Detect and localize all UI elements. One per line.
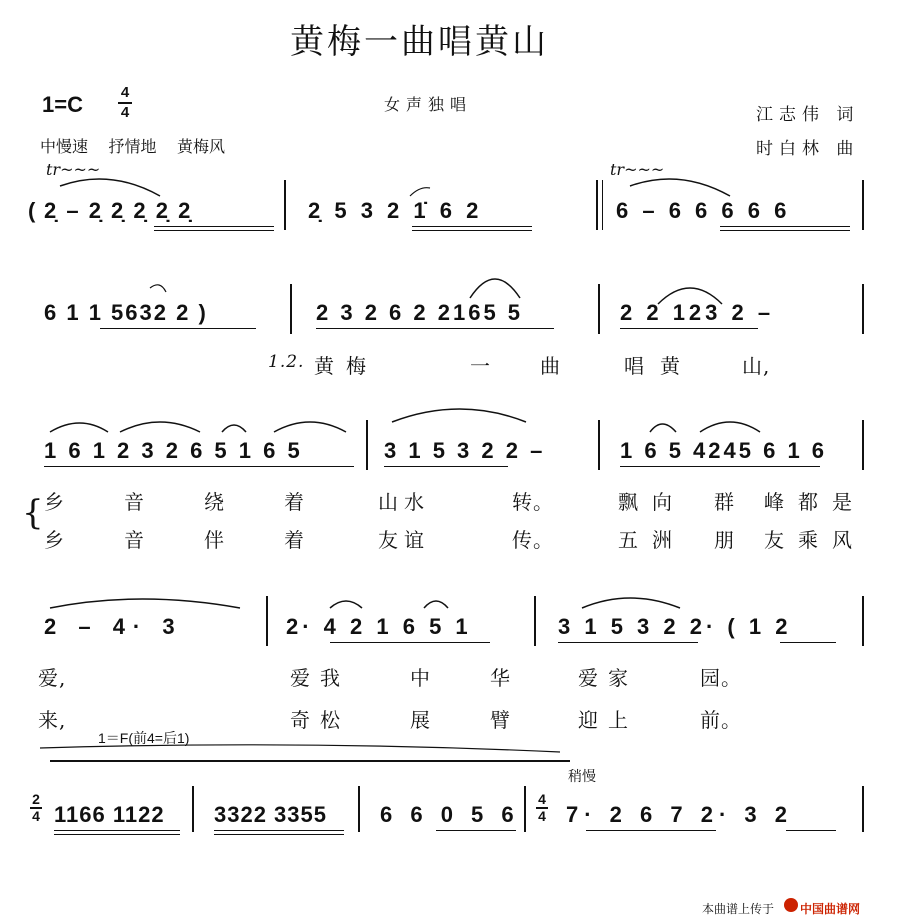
lyric: 绕	[204, 490, 225, 514]
measure-r4-2: 2· 4 2 1 6 5 1	[286, 614, 472, 639]
measure-r3-3: 1 6 5 4245 6 1 6	[620, 438, 828, 463]
measure-r5-2: 3322 3355	[214, 802, 327, 827]
measure-r2-3: 2 2 123 2 –	[620, 300, 775, 325]
section-rule	[50, 760, 570, 762]
lyric: 山水	[378, 490, 430, 514]
measure-r3-2: 3 1 5 3 2 2 –	[384, 438, 546, 463]
barline	[524, 786, 526, 832]
time-signature-4-4	[536, 792, 548, 824]
measure-r2-1: 6 1 1 5632 2 )	[44, 300, 208, 325]
performance-note: 女声独唱	[384, 95, 473, 114]
time-denominator: 4	[538, 808, 546, 824]
beam	[558, 642, 698, 643]
measure-r5-1: 1166 1122	[54, 802, 165, 827]
composer-credit: 时白林 曲	[756, 139, 860, 159]
lyric: 园。	[700, 666, 742, 690]
tempo-speed: 中慢速	[40, 139, 89, 156]
barline	[266, 596, 268, 646]
beam	[620, 328, 758, 329]
measure-r5-4: 7· 2 6 7 2· 3 2	[566, 802, 793, 827]
time-denominator: 4	[32, 808, 40, 824]
barline	[598, 420, 600, 470]
lyric: 唱	[624, 354, 645, 378]
footer-text: 本曲谱上传于	[702, 902, 775, 916]
measure-r1-1: 2̣ – 2̣ 2̣ 2̣ 2̣ 2̣	[44, 198, 193, 223]
lyric: 音	[124, 490, 145, 514]
beam	[384, 466, 508, 467]
verse-number: 1.2.	[268, 352, 305, 372]
beam	[720, 230, 850, 231]
beam	[214, 830, 344, 831]
lyric: 峰都是	[764, 490, 866, 514]
key-signature: 1=C	[42, 92, 83, 117]
lyric: 转。	[512, 490, 554, 514]
beam	[54, 834, 180, 835]
beam	[100, 328, 256, 329]
lyric: 伴	[204, 528, 225, 552]
beam	[44, 466, 354, 467]
beam	[412, 226, 532, 227]
beam	[586, 830, 716, 831]
lyric: 五洲	[618, 528, 686, 552]
barline	[862, 786, 864, 832]
barline	[862, 420, 864, 470]
beam	[330, 642, 490, 643]
lyric: 前。	[700, 708, 742, 732]
slowing-mark: 稍慢	[568, 768, 596, 784]
beam	[214, 834, 344, 835]
footer-site: 中国曲谱网	[800, 902, 861, 916]
time-denominator: 4	[120, 104, 130, 121]
lyric: 黄	[314, 354, 335, 378]
tempo-style: 黄梅风	[176, 139, 225, 156]
beam	[720, 226, 850, 227]
lyric: 传。	[512, 528, 554, 552]
verse-brace: {	[22, 493, 45, 533]
measure-r5-3: 6 6 0 5 6	[380, 802, 520, 827]
beam	[154, 230, 274, 231]
barline	[596, 180, 598, 230]
trill-mark-2: tr~~~	[610, 160, 665, 179]
lyric: 爱家	[578, 666, 638, 690]
barline	[358, 786, 360, 832]
time-numerator: 4	[538, 791, 546, 807]
lyric: 乡	[44, 528, 65, 552]
lyric: 音	[124, 528, 145, 552]
beam	[436, 830, 516, 831]
beam	[786, 830, 836, 831]
time-numerator: 2	[32, 791, 40, 807]
beam	[620, 466, 820, 467]
lyric: 臂	[490, 708, 511, 732]
lyric: 中	[410, 666, 431, 690]
time-signature-2-4	[30, 792, 42, 824]
trill-mark-1: tr~~~	[46, 160, 101, 179]
barline	[284, 180, 286, 230]
measure-r1-2: 2̣ 5 3 2 1̇ 6 2	[308, 198, 483, 223]
lyric: 着	[284, 490, 305, 514]
time-numerator: 4	[120, 84, 130, 101]
site-logo-icon	[784, 898, 798, 912]
lyric: 一	[470, 354, 491, 378]
beam	[316, 328, 554, 329]
lyric: 奇松	[290, 708, 350, 732]
barline	[862, 284, 864, 334]
lyric: 曲	[540, 354, 561, 378]
lyric: 飘向	[618, 490, 686, 514]
barline	[534, 596, 536, 646]
beam	[154, 226, 274, 227]
beam	[412, 230, 532, 231]
lyric: 爱,	[38, 666, 67, 690]
lyric: 梅	[346, 354, 367, 378]
lyric: 群	[714, 490, 735, 514]
beam	[780, 642, 836, 643]
lyric: 友乘风	[764, 528, 866, 552]
measure-r4-3: 3 1 5 3 2 2· ( 1 2	[558, 614, 792, 639]
tempo-mood: 抒情地	[108, 139, 157, 156]
lyric: 迎上	[578, 708, 638, 732]
measure-r4-1: 2 – 4· 3	[44, 614, 183, 639]
lyric: 乡	[44, 490, 65, 514]
measure-r2-2: 2 3 2 6 2 2165 5	[316, 300, 524, 325]
measure-r1-3: 6 – 6 6 6 6 6	[616, 198, 791, 223]
song-title: 黄梅一曲唱黄山	[290, 22, 549, 62]
modulation-mark: 1＝F(前4=后1)	[98, 730, 190, 746]
barline	[862, 596, 864, 646]
barline	[366, 420, 368, 470]
barline	[602, 180, 603, 230]
lyric: 爱我	[290, 666, 350, 690]
lyric: 黄	[660, 354, 681, 378]
beam	[54, 830, 180, 831]
lyricist-credit: 江志伟 词	[756, 105, 860, 125]
lyric: 朋	[714, 528, 735, 552]
barline	[192, 786, 194, 832]
measure-r3-1: 1 6 1 2 3 2 6 5 1 6 5	[44, 438, 303, 463]
lyric: 来,	[38, 708, 67, 732]
lyric: 友谊	[378, 528, 430, 552]
barline	[862, 180, 864, 230]
bracket-open: (	[28, 198, 36, 223]
lyric: 着	[284, 528, 305, 552]
lyric: 展	[410, 708, 431, 732]
lyric: 山,	[742, 354, 771, 378]
lyric: 华	[490, 666, 511, 690]
barline	[598, 284, 600, 334]
barline	[290, 284, 292, 334]
